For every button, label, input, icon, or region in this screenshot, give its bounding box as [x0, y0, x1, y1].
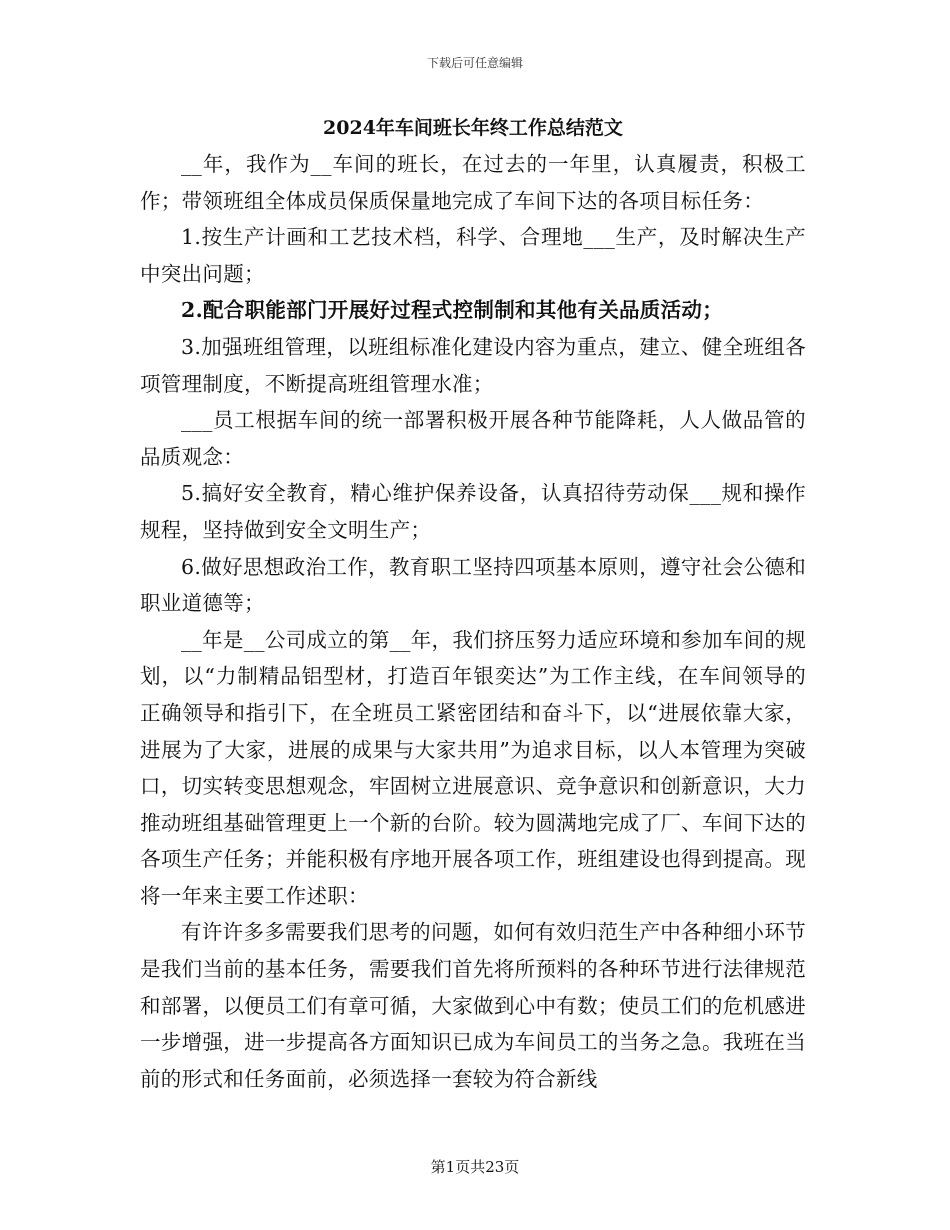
- paragraph-issues: 有许许多多需要我们思考的问题，如何有效归范生产中各种细小环节是我们当前的基本任务，需要我们首先将所预料的各种环节进行法律规范和部署，以便员工们有章可循，大家做到心中有数；使员工们的危机感进一步增强，进一步提高各方面知识已成为车间员工的当务之急。我班在当前的形式和任务面前，必须选择一套较为符合新线: [140, 920, 806, 1091]
- paragraph-summary: __年是__公司成立的第__年，我们挤压努力适应环境和参加车间的规划，以“力制精品铝型材，打造百年银奕达”为工作主线，在车间领导的正确领导和指引下，在全班员工紧密团结和奋斗下，以“进展依靠大家，进展为了大家，进展的成果与大家共用”为追求目标，以人本管理为突破口，切实转变思想观念，牢固树立进展意识、竞争意识和创新意识，大力推动班组基础管理更上一个新的台阶。较为圆满地完成了厂、车间下达的各项生产任务；并能积极有序地开展各项工作，班组建设也得到提高。现将一年来主要工作述职：: [140, 627, 806, 908]
- paragraph-item-5: 5.搞好安全教育，精心维护保养设备，认真招待劳动保___规和操作规程，坚持做到安全文明生产；: [140, 481, 806, 542]
- document-body: [140, 146, 806, 1097]
- paragraph-item-2: 2.配合职能部门开展好过程式控制制和其他有关品质活动；: [181, 298, 723, 323]
- page-header-note: 下载后可任意编辑: [426, 56, 523, 70]
- document-title: 2024年车间班长年终工作总结范文: [323, 117, 623, 139]
- paragraph-item-6: 6.做好思想政治工作，教育职工坚持四项基本原则，遵守社会公德和职业道德等；: [140, 554, 806, 616]
- paragraph-item-3: 3.加强班组管理，以班组标准化建设内容为重点，建立、健全班组各项管理制度，不断提高班组管理水准；: [140, 334, 806, 396]
- paragraph-item-4: ___员工根据车间的统一部署积极开展各种节能降耗，人人做品管的品质观念：: [140, 408, 806, 469]
- paragraph-item-1: 1.按生产计画和工艺技术档，科学、合理地___生产，及时解决生产中突出问题；: [140, 225, 806, 286]
- paragraph-intro: __年，我作为__车间的班长，在过去的一年里，认真履责，积极工作；带领班组全体成员保质保量地完成了车间下达的各项目标任务：: [140, 152, 806, 213]
- page-footer-number: 第1页共23页: [430, 1158, 520, 1176]
